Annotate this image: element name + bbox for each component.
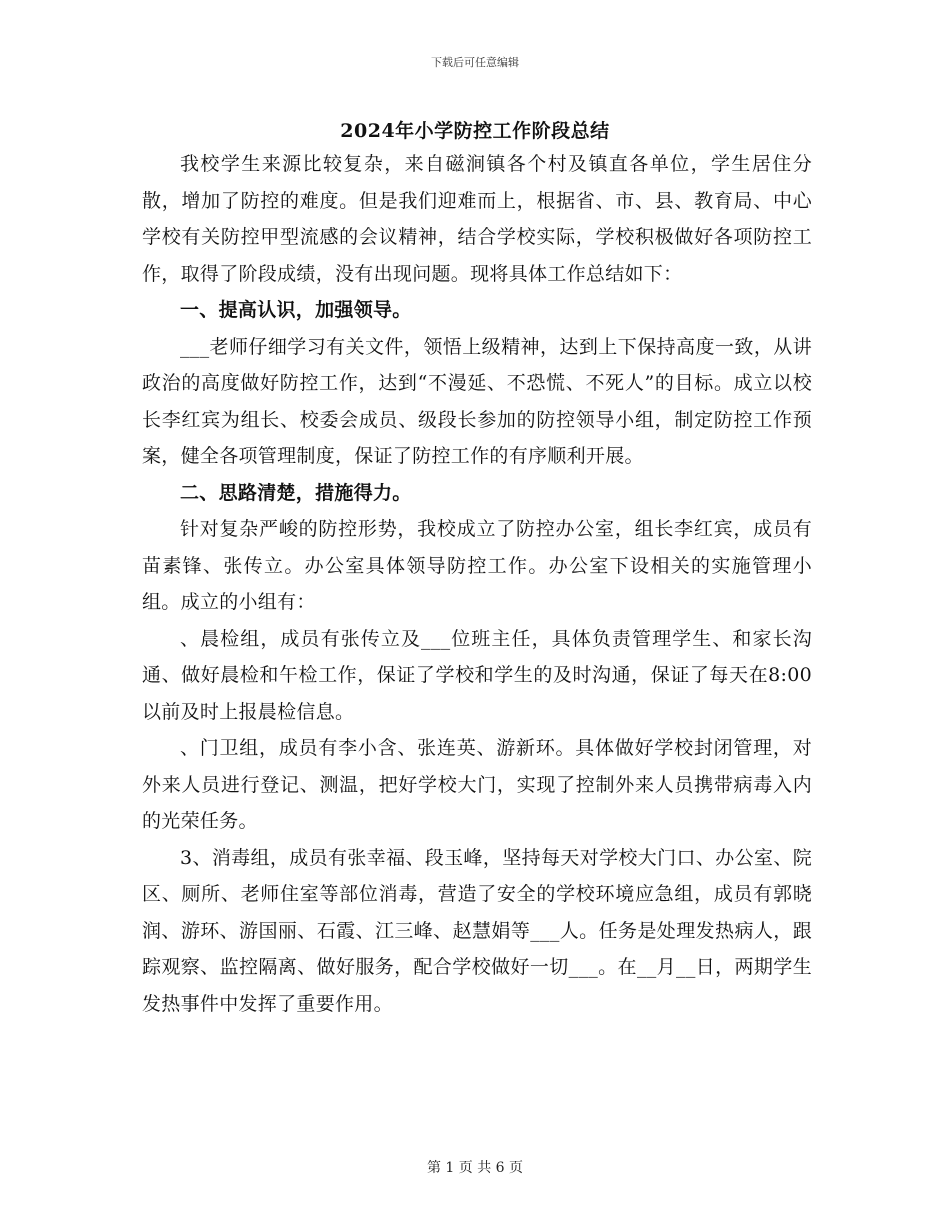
- section-heading-2: 二、思路清楚，措施得力。: [180, 481, 412, 504]
- document-body: [142, 146, 812, 1022]
- paragraph-leadership: ___老师仔细学习有关文件，领悟上级精神，达到上下保持高度一致，从讲政治的高度做好防控工作，达到“不漫延、不恐慌、不死人”的目标。成立以校长李红宾为组长、校委会成员、级段长参加的防控领导小组，制定防控工作预案，健全各项管理制度，保证了防控工作的有序顺利开展。: [142, 335, 812, 467]
- paragraph-intro: 我校学生来源比较复杂，来自磁涧镇各个村及镇直各单位，学生居住分散，增加了防控的难度。但是我们迎难而上，根据省、市、县、教育局、中心学校有关防控甲型流感的会议精神，结合学校实际，学校积极做好各项防控工作，取得了阶段成绩，没有出现问题。现将具体工作总结如下：: [142, 153, 812, 285]
- section-heading-1: 一、提高认识，加强领导。: [180, 299, 412, 321]
- header-note: 下载后可任意编辑: [431, 56, 519, 69]
- page-number: 第 1 页 共 6 页: [426, 1160, 524, 1176]
- paragraph-morning-check-group: 、晨检组，成员有张传立及___位班主任，具体负责管理学生、和家长沟通、做好晨检和午检工作，保证了学校和学生的及时沟通，保证了每天在8:00以前及时上报晨检信息。: [142, 627, 812, 723]
- paragraph-measures: 针对复杂严峻的防控形势，我校成立了防控办公室，组长李红宾，成员有苗素锋、张传立。办公室具体领导防控工作。办公室下设相关的实施管理小组。成立的小组有：: [142, 518, 812, 613]
- document-title: 2024年小学防控工作阶段总结: [340, 120, 610, 142]
- paragraph-disinfection-group: 3、消毒组，成员有张幸福、段玉峰，坚持每天对学校大门口、办公室、院区、厕所、老师住室等部位消毒，营造了安全的学校环境应急组，成员有郭晓润、游环、游国丽、石霞、江三峰、赵慧娟等___人。任务是处理发热病人，跟踪观察、监控隔离、做好服务，配合学校做好一切___。在__月__日，两期学生发热事件中发挥了重要作用。: [142, 846, 812, 1015]
- paragraph-gate-group: 、门卫组，成员有李小含、张连英、游新环。具体做好学校封闭管理，对外来人员进行登记、测温，把好学校大门，实现了控制外来人员携带病毒入内的光荣任务。: [142, 737, 812, 832]
